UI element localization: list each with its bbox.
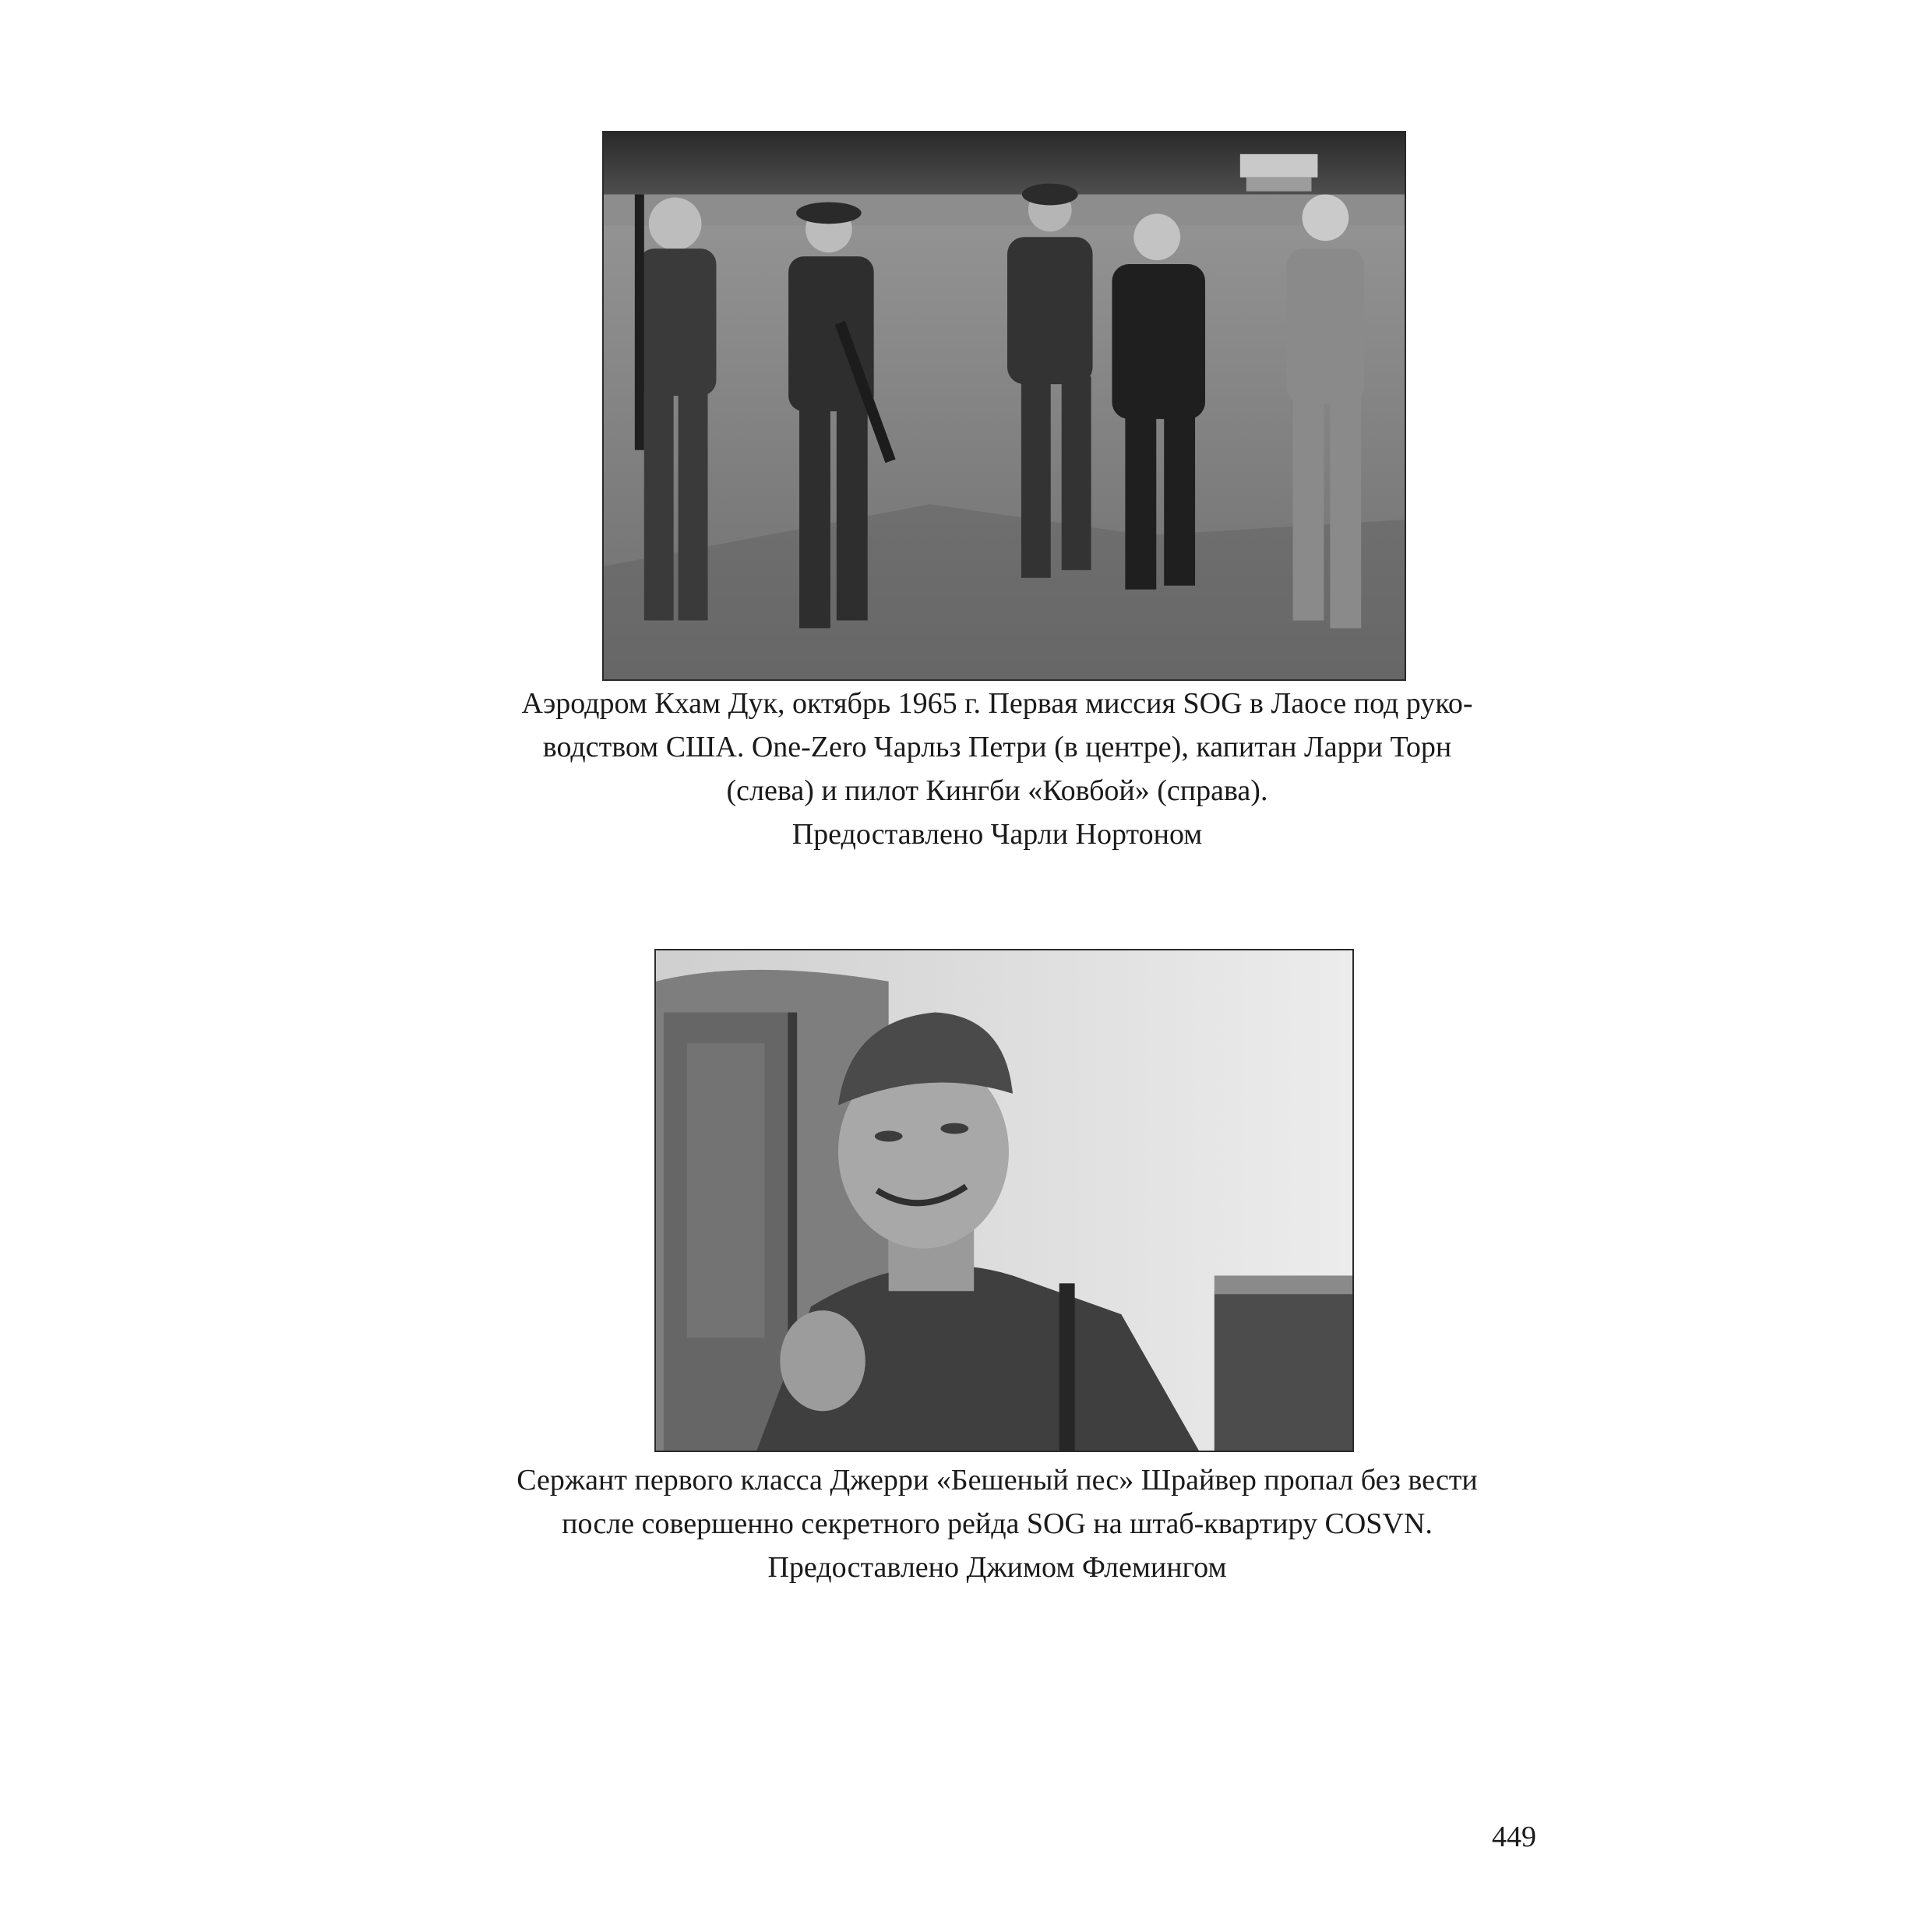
portrait-photo-image (656, 950, 1352, 1451)
photo-credit: Предоставлено Джимом Флемингом (767, 1551, 1227, 1584)
caption-line: (слева) и пилот Кингби «Ковбой» (справа). (726, 774, 1268, 807)
photo-caption-1 (436, 682, 1558, 856)
caption-line: после совершенно секретного рейда SOG на штаб-квартиру COSVN. (562, 1507, 1433, 1540)
photo-credit: Предоставлено Чарли Нортоном (791, 818, 1203, 851)
photo-caption-2 (436, 1458, 1558, 1589)
airfield-photo-image (604, 132, 1405, 679)
page-number: 449 (1492, 1821, 1536, 1853)
portrait-photo (654, 949, 1354, 1452)
caption-line: Аэродром Кхам Дук, октябрь 1965 г. Первая миссия SOG в Лаосе под руко- (521, 687, 1473, 720)
caption-line: водством США. One-Zero Чарльз Петри (в центре), капитан Ларри Торн (542, 731, 1452, 763)
airfield-photo (602, 131, 1406, 681)
caption-line: Сержант первого класса Джерри «Бешеный пес» Шрайвер пропал без вести (516, 1464, 1478, 1497)
